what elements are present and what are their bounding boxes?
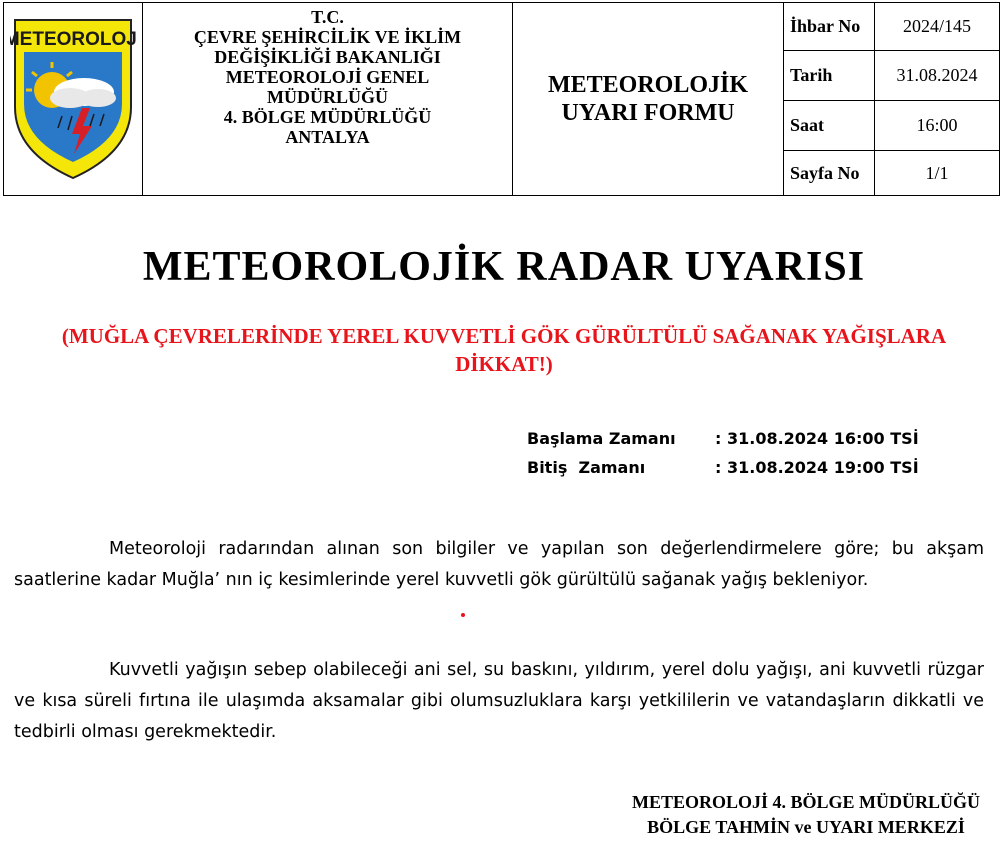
start-time-row (527, 424, 919, 453)
end-time-row (527, 453, 919, 482)
header-table (3, 2, 1000, 196)
signature-line: METEOROLOJİ 4. BÖLGE MÜDÜRLÜĞÜ (631, 792, 980, 812)
page-number-label: Sayfa No (784, 151, 875, 196)
signature-block (632, 790, 980, 840)
org-line: T.C. (311, 7, 344, 27)
logo-cell (4, 3, 143, 196)
start-time-value: : 31.08.2024 16:00 TSİ (715, 429, 919, 448)
notice-number-value: 2024/145 (875, 3, 1000, 51)
org-line: DEĞİŞİKLİĞİ BAKANLIĞI (214, 47, 441, 67)
alert-subtitle: (MUĞLA ÇEVRELERİNDE YEREL KUVVETLİ GÖK GÜRÜLTÜLÜ SAĞANAK YAĞIŞLARA DİKKAT!) (61, 324, 947, 376)
validity-times (527, 424, 919, 482)
org-line: ÇEVRE ŞEHİRCİLİK VE İKLİM (193, 27, 462, 47)
org-line: 4. BÖLGE MÜDÜRLÜĞÜ (223, 107, 432, 127)
date-value: 31.08.2024 (875, 51, 1000, 101)
body-paragraph-warning: Kuvvetli yağışın sebep olabileceği ani sel, su baskını, yıldırım, yerel dolu yağışı, ani kuvvetli rüzgar ve kısa süreli fırtına ile ulaşımda aksamalar gibi olumsuzluklara karşı yetkililerin ve vatandaşların dikkatli ve tedbirli olması gerekmektedir. (14, 660, 984, 742)
red-dot-mark (461, 613, 465, 617)
date-label: Tarih (784, 51, 875, 101)
notice-number-label: İhbar No (784, 3, 875, 51)
organization-name (143, 3, 513, 196)
org-line: ANTALYA (285, 127, 370, 147)
form-title-line: UYARI FORMU (561, 100, 735, 126)
time-label: Saat (784, 101, 875, 151)
page-number-value: 1/1 (875, 151, 1000, 196)
org-line: METEOROLOJİ GENEL (225, 67, 430, 87)
end-time-value: : 31.08.2024 19:00 TSİ (715, 458, 919, 477)
page-title: METEOROLOJİK RADAR UYARISI (142, 244, 866, 290)
svg-text:METEOROLOJİ: METEOROLOJİ (10, 28, 136, 50)
form-title (513, 3, 784, 196)
signature-line: BÖLGE TAHMİN ve UYARI MERKEZİ (647, 817, 965, 837)
time-value: 16:00 (875, 101, 1000, 151)
meteoroloji-logo (10, 12, 136, 182)
body-paragraph-forecast: Meteoroloji radarından alınan son bilgiler ve yapılan son değerlendirmelere göre; bu akşam saatlerine kadar Muğla’ nın iç kesimlerinde yerel kuvvetli gök gürültülü sağanak yağış bekleniyor. (14, 539, 984, 590)
form-title-line: METEOROLOJİK (547, 72, 749, 98)
end-time-label: Bitiş Zamanı (527, 458, 646, 477)
start-time-label: Başlama Zamanı (527, 429, 676, 448)
org-line: MÜDÜRLÜĞÜ (267, 87, 388, 107)
